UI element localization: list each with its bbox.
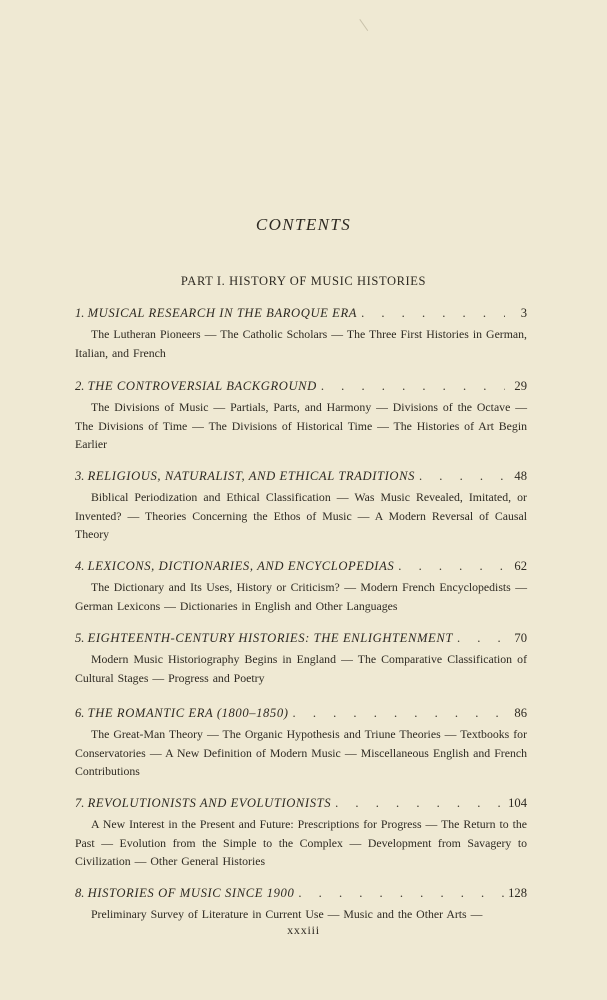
entry-number: 2. — [75, 379, 88, 393]
dot-leader — [293, 704, 505, 722]
entry-description: The Lutheran Pioneers — The Catholic Scholars — The Three First Histories in German, Italian, and French — [75, 327, 527, 360]
entry-title[interactable]: THE CONTROVERSIAL BACKGROUND — [87, 379, 317, 393]
toc-entry-7 — [75, 794, 527, 871]
toc-entry-4 — [75, 557, 527, 615]
entry-description: The Divisions of Music — Partials, Parts, and Harmony — Divisions of the Octave — The Divisions of Time — The Divisions of Historical Time — The Histories of Art Begin Earlier — [75, 400, 527, 451]
entry-page: 29 — [514, 379, 527, 393]
entry-title[interactable]: THE ROMANTIC ERA (1800–1850) — [87, 706, 289, 720]
toc-entry-8 — [75, 884, 527, 924]
toc-entry-5 — [75, 629, 527, 687]
entry-page: 86 — [514, 706, 527, 720]
entry-title[interactable]: LEXICONS, DICTIONARIES, AND ENCYCLOPEDIAS — [87, 559, 395, 573]
entry-description: Modern Music Historiography Begins in England — The Comparative Classification of Cultural Stages — Progress and Poetry — [75, 652, 527, 685]
entry-page: 48 — [514, 469, 527, 483]
page-corner-mark — [359, 11, 379, 31]
dot-leader — [321, 377, 505, 395]
entry-number: 1. — [75, 306, 88, 320]
toc-entry-3 — [75, 467, 527, 544]
entry-description: Biblical Periodization and Ethical Classification — Was Music Revealed, Imitated, or Invented? — Theories Concerning the Ethos of Music — A Modern Reversal of Causal Theory — [75, 490, 527, 541]
dot-leader — [361, 304, 505, 322]
page-number: xxxiii — [287, 923, 320, 937]
entry-number: 8. — [75, 886, 88, 900]
entry-page: 62 — [514, 559, 527, 573]
toc-entry-6 — [75, 704, 527, 781]
entry-page: 70 — [514, 631, 527, 645]
dot-leader — [457, 629, 505, 647]
entry-page: 3 — [520, 306, 527, 320]
dot-leader — [419, 467, 505, 485]
entry-title[interactable]: HISTORIES OF MUSIC SINCE 1900 — [87, 886, 295, 900]
entry-number: 3. — [75, 469, 88, 483]
toc-entry-2 — [75, 377, 527, 454]
dot-leader — [298, 884, 504, 902]
entry-title[interactable]: RELIGIOUS, NATURALIST, AND ETHICAL TRADITIONS — [87, 469, 415, 483]
entry-title[interactable]: REVOLUTIONISTS AND EVOLUTIONISTS — [87, 796, 332, 810]
entry-number: 5. — [75, 631, 88, 645]
entry-description: The Dictionary and Its Uses, History or Criticism? — Modern French Encyclopedists — German Lexicons — Dictionaries in English and Other Languages — [75, 580, 527, 613]
entry-title[interactable]: EIGHTEENTH-CENTURY HISTORIES: THE ENLIGHTENMENT — [87, 631, 453, 645]
entry-number: 4. — [75, 559, 88, 573]
entry-page: 104 — [508, 796, 527, 810]
part-heading: PART I. HISTORY OF MUSIC HISTORIES — [180, 274, 427, 288]
toc-entry-1 — [75, 304, 527, 362]
entry-page: 128 — [508, 886, 527, 900]
dot-leader — [335, 794, 504, 812]
entry-description: A New Interest in the Present and Future: Prescriptions for Progress — The Return to the Past — Evolution from the Simple to the Complex — Development from Savagery to Civilization — Other General Histories — [75, 817, 527, 868]
entry-description: The Great-Man Theory — The Organic Hypothesis and Triune Theories — Textbooks for Conservatories — A New Definition of Modern Music — Miscellaneous English and French Contributions — [75, 727, 527, 778]
entry-title[interactable]: MUSICAL RESEARCH IN THE BAROQUE ERA — [87, 306, 358, 320]
entry-number: 7. — [75, 796, 88, 810]
entry-description: Preliminary Survey of Literature in Current Use — Music and the Other Arts — — [91, 907, 483, 921]
entry-number: 6. — [75, 706, 88, 720]
dot-leader — [398, 557, 505, 575]
page-title: CONTENTS — [255, 215, 352, 234]
